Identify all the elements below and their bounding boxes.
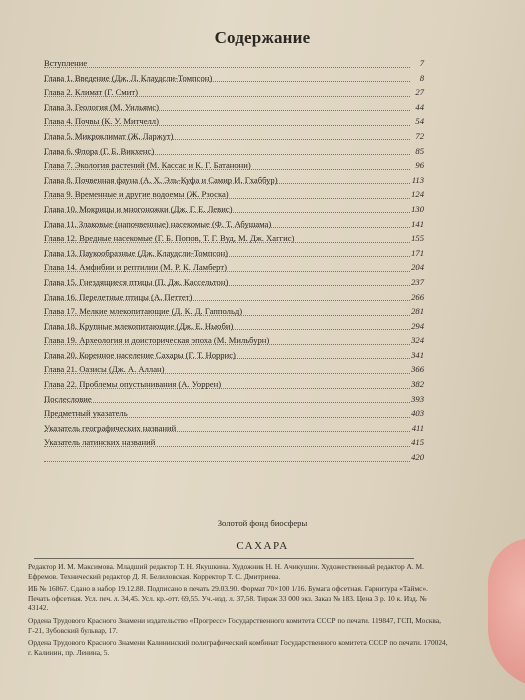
book-title: САХАРА xyxy=(236,540,289,552)
toc-entry-label: Глава 1. Введение (Дж. Л. Клаудсли-Томпсон) xyxy=(44,72,213,83)
toc-entry-page: 281 xyxy=(411,306,424,317)
imprint-printer: Ордена Трудового Красного Знамени Калининский полиграфический комбинат Государственного комитета СССР по печати. 170024, г. Калинин, пр. Ленина, 5. xyxy=(28,638,448,657)
toc-entry-page: 124 xyxy=(411,189,424,200)
toc-entry-label: Глава 19. Археология и доисторическая эпоха (М. Мильбурн) xyxy=(44,335,270,346)
toc-entry xyxy=(44,85,424,100)
toc-entry-label: Указатель географических названий xyxy=(44,422,177,433)
toc-entry xyxy=(44,435,424,450)
toc-entry xyxy=(44,275,424,290)
toc-entry-label: Глава 9. Временные и другие водоемы (Ж. Рзоска) xyxy=(44,189,229,200)
toc-entry-page: 155 xyxy=(411,233,424,244)
series-name: Золотой фонд биосферы xyxy=(217,518,308,528)
toc-entry xyxy=(44,406,424,421)
toc-entry xyxy=(44,144,424,159)
toc-entry-label: Послесловие xyxy=(44,393,92,404)
toc-entry xyxy=(44,377,424,392)
toc-entry-page: 237 xyxy=(411,276,424,287)
toc-entry-label: Глава 6. Флора (Г. Б. Викхенс) xyxy=(44,145,155,156)
toc-entry-page: 324 xyxy=(411,335,424,346)
toc-entry xyxy=(44,217,424,232)
toc-entry xyxy=(44,362,424,377)
toc-entry-label: Глава 10. Мокрицы и многоножки (Дж. Г. Е. Левис) xyxy=(44,203,233,214)
toc-entry xyxy=(44,187,424,202)
toc-entry-page: 420 xyxy=(411,452,424,463)
toc-entry xyxy=(44,231,424,246)
toc-entry-label: Глава 4. Почвы (К. У. Митчелл) xyxy=(44,116,159,127)
toc-entry-label: Указатель латинских названий xyxy=(44,437,156,448)
toc-entry-label: Глава 11. Злаковые (напочвенные) насекомые (Ф. Т. Абушама) xyxy=(44,218,272,229)
toc-entry-label: Глава 12. Вредные насекомые (Г. Б. Попов, Т. Г. Вуд, М. Дж. Хаггис) xyxy=(44,233,295,244)
imprint-block xyxy=(28,562,448,660)
toc-entry-label: Глава 2. Климат (Г. Смит) xyxy=(44,87,138,98)
toc-entry-page: 403 xyxy=(411,408,424,419)
toc-entry xyxy=(44,260,424,275)
toc-entry-page: 393 xyxy=(411,393,424,404)
toc-entry-page: 130 xyxy=(411,203,424,214)
toc-entry-page: 411 xyxy=(411,422,424,433)
toc-entry xyxy=(44,348,424,363)
toc-entry-page: 141 xyxy=(411,218,424,229)
toc-entry xyxy=(44,304,424,319)
toc-entry xyxy=(44,246,424,261)
toc-entry-page: 341 xyxy=(411,349,424,360)
toc-entry xyxy=(44,392,424,407)
toc-entry-page: 8 xyxy=(419,72,424,83)
imprint-print-info: ИБ № 16867. Сдано в набор 19.12.88. Подписано в печать 29.03.90. Формат 70×100 1/16. Бумага офсетная. Гарнитура «Таймс». Печать офсетная. Усл. печ. л. 34,45. Усл. кр.-отт. 69,55. Уч.-изд. л. 37,58. Тираж 33 000 экз. Заказ № 183. Цена 3 р. 10 к. Изд. № 43142. xyxy=(28,584,428,613)
toc-entry-label: Глава 15. Гнездящиеся птицы (П. Дж. Кассельтон) xyxy=(44,276,229,287)
toc-entry xyxy=(44,421,424,436)
toc-entry-page: 366 xyxy=(411,364,424,375)
toc-entry-label: Глава 22. Проблемы опустынивания (А. Уоррен) xyxy=(44,379,222,390)
toc-entry-page: 54 xyxy=(415,116,424,127)
dot-leader xyxy=(44,402,410,403)
toc-entry-label: Предметный указатель xyxy=(44,408,128,419)
toc-entry-label: Глава 5. Микроклимат (Ж. Ларжут) xyxy=(44,130,174,141)
toc-entry xyxy=(44,129,424,144)
toc-entry xyxy=(44,173,424,188)
toc-entry-page: 382 xyxy=(411,379,424,390)
imprint-editors: Редактор И. М. Максимова. Младший редактор Т. Н. Якушкина. Художник Н. Н. Ачикушин. Художественный редактор А. М. Ефремов. Технический редактор Д. Я. Белиловская. Корректор Т. С. Дмитриева. xyxy=(28,562,424,581)
toc-entry-page: 204 xyxy=(411,262,424,273)
toc-entry-page: 415 xyxy=(411,437,424,448)
dot-leader xyxy=(44,461,410,462)
imprint-divider xyxy=(34,558,414,559)
toc-entry-page: 266 xyxy=(411,291,424,302)
toc-entry-page: 44 xyxy=(415,101,424,112)
toc-entry xyxy=(44,202,424,217)
toc-entry xyxy=(44,71,424,86)
toc-entry-page: 171 xyxy=(411,247,424,258)
toc-entry-label: Глава 7. Экология растений (М. Кассас и К. Г. Батанони) xyxy=(44,160,251,171)
toc-entry xyxy=(44,450,424,465)
toc-entry-label: Глава 16. Перелетные птицы (А. Петтет) xyxy=(44,291,193,302)
toc-entry xyxy=(44,56,424,71)
toc-entry-page: 72 xyxy=(415,130,424,141)
toc-entry-label: Глава 13. Паукообразные (Дж. Клаудсли-Томпсон) xyxy=(44,247,229,258)
toc-entry-label: Глава 14. Амфибии и рептилии (М. Р. К. Ламберт) xyxy=(44,262,227,273)
toc-entry-page: 96 xyxy=(415,160,424,171)
table-of-contents xyxy=(44,56,424,465)
dot-leader xyxy=(44,67,410,68)
toc-entry xyxy=(44,100,424,115)
toc-entry-page: 113 xyxy=(411,174,424,185)
toc-entry-label: Глава 8. Почвенная фауна (А. Х. Эль-Куфа и Самир И. Гхаббур) xyxy=(44,174,278,185)
toc-entry-page: 27 xyxy=(415,87,424,98)
toc-entry xyxy=(44,319,424,334)
toc-entry xyxy=(44,333,424,348)
imprint-publisher: Ордена Трудового Красного Знамени издательство «Прогресс» Государственного комитета СССР по печати. 119847, ГСП, Москва, Г-21, Зубовский бульвар, 17. xyxy=(28,615,441,635)
toc-entry xyxy=(44,290,424,305)
toc-entry xyxy=(44,114,424,129)
toc-entry xyxy=(44,158,424,173)
finger xyxy=(488,538,525,688)
toc-entry-label: Глава 17. Мелкие млекопитающие (Д. К. Д. Гаппольд) xyxy=(44,306,243,317)
page-title: Содержание xyxy=(214,28,311,47)
toc-entry-label: Глава 3. Геология (М. Уильямс) xyxy=(44,101,160,112)
toc-entry-page: 85 xyxy=(415,145,424,156)
toc-entry-label: Глава 20. Коренное население Сахары (Г. Т. Норрис) xyxy=(44,349,236,360)
toc-entry-page: 7 xyxy=(419,58,424,68)
toc-entry-page: 294 xyxy=(411,320,424,331)
toc-entry-label: Глава 18. Крупные млекопитающие (Дж. Е. Ньюби) xyxy=(44,320,234,331)
toc-entry-label: Глава 21. Оазисы (Дж. А. Аллан) xyxy=(44,364,165,375)
toc-entry-label: Вступление xyxy=(44,58,88,68)
